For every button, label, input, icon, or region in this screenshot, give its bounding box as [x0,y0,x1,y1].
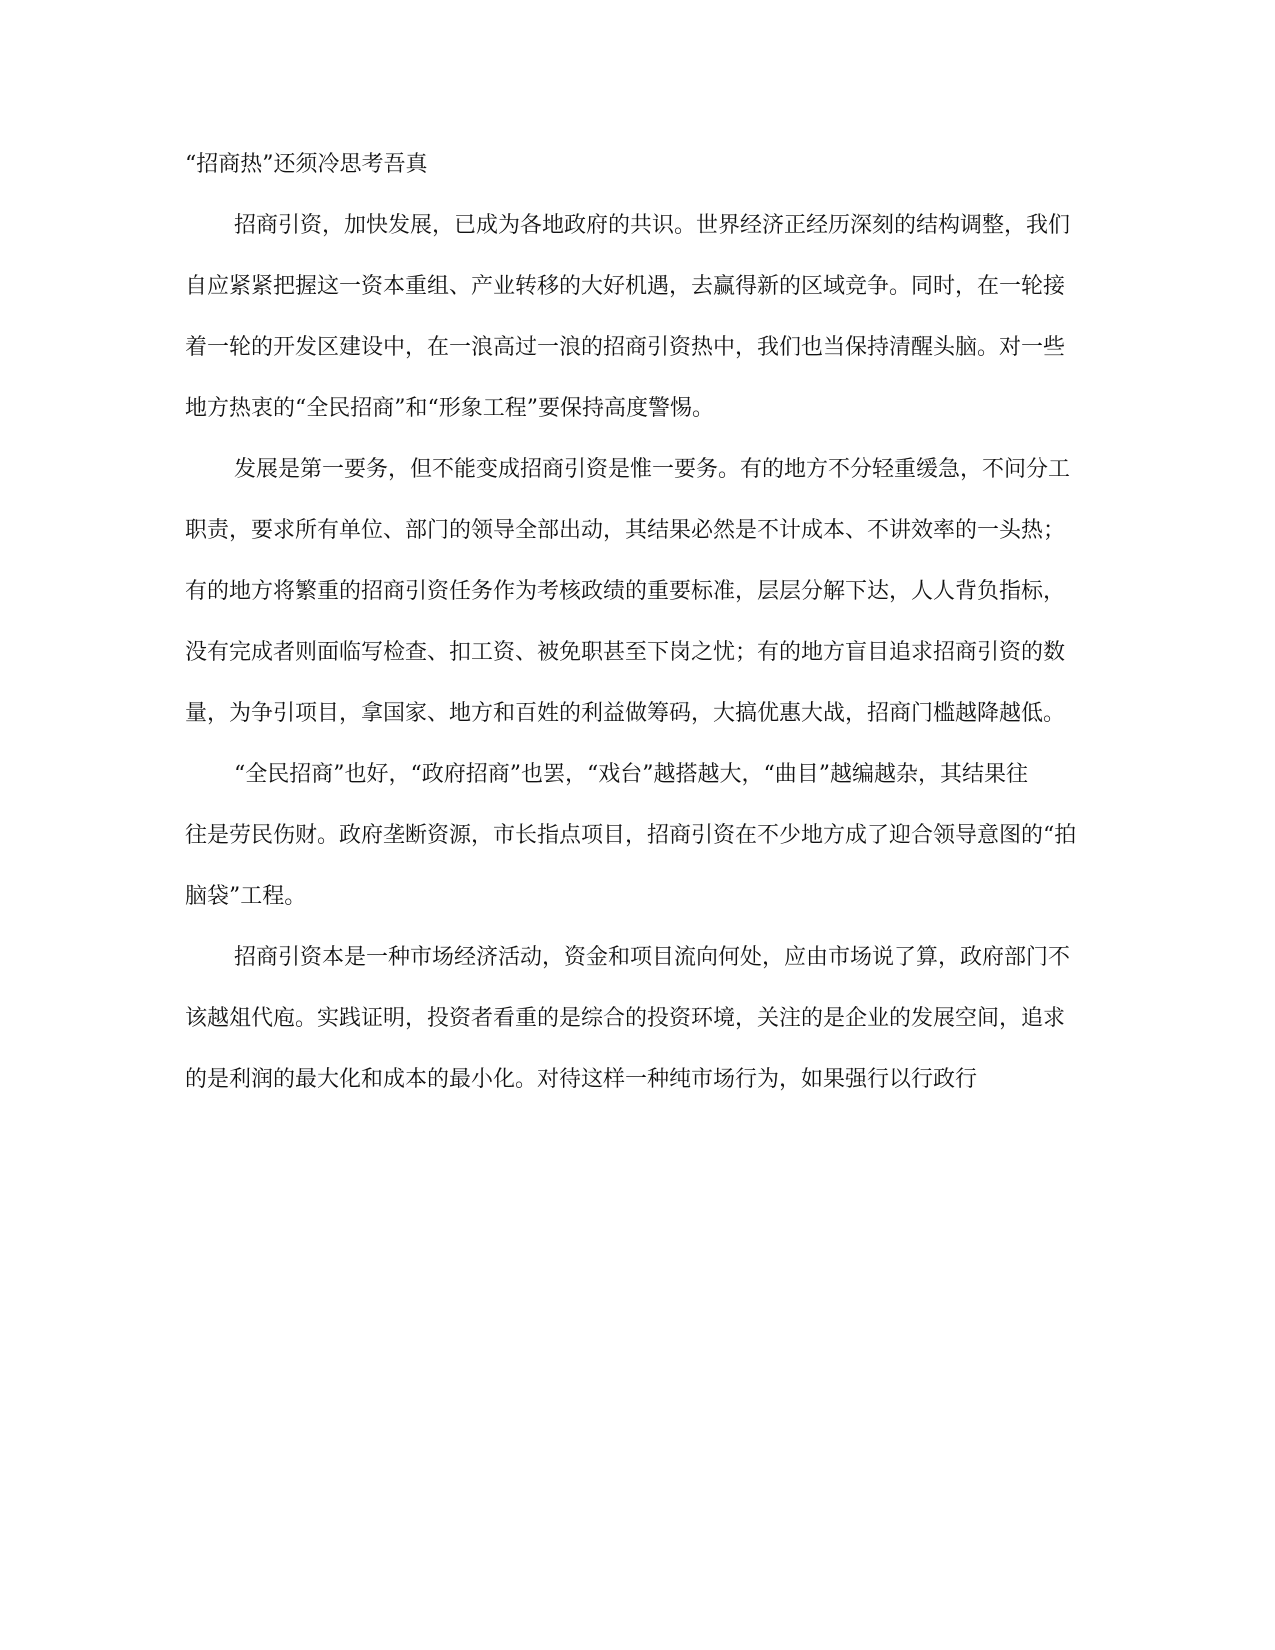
paragraph-line: 地方热衷的“全民招商”和“形象工程”要保持高度警惕。 [185,396,714,421]
paragraph-line: 招商引资本是一种市场经济活动，资金和项目流向何处，应由市场说了算，政府部门不 [234,945,1071,970]
document-title: “招商热”还须冷思考吾真 [185,152,428,177]
paragraph-line: 有的地方将繁重的招商引资任务作为考核政绩的重要标准，层层分解下达，人人背负指标， [185,579,1066,604]
paragraph-line: 的是利润的最大化和成本的最小化。对待这样一种纯市场行为，如果强行以行政行 [185,1067,978,1092]
paragraph-line: 脑袋”工程。 [185,884,307,909]
paragraph-line: 没有完成者则面临写检查、扣工资、被免职甚至下岗之忧；有的地方盲目追求招商引资的数 [185,640,1066,665]
paragraph-line: 着一轮的开发区建设中，在一浪高过一浪的招商引资热中，我们也当保持清醒头脑。对一些 [185,335,1066,360]
paragraph-line: 往是劳民伤财。政府垄断资源，市长指点项目，招商引资在不少地方成了迎合领导意图的“拍 [185,823,1077,848]
paragraph-line: 量，为争引项目，拿国家、地方和百姓的利益做筹码，大搞优惠大战，招商门槛越降越低。 [185,701,1066,726]
paragraph-line: “全民招商”也好，“政府招商”也罢，“戏台”越搭越大，“曲目”越编越杂，其结果往 [234,762,1028,787]
document-body [185,150,1085,1125]
paragraph-line: 该越俎代庖。实践证明，投资者看重的是综合的投资环境，关注的是企业的发展空间，追求 [185,1006,1066,1031]
paragraph-line: 自应紧紧把握这一资本重组、产业转移的大好机遇，去赢得新的区域竞争。同时，在一轮接 [185,274,1066,299]
paragraph-line: 发展是第一要务，但不能变成招商引资是惟一要务。有的地方不分轻重缓急，不问分工 [234,457,1071,482]
paragraph-line: 招商引资，加快发展，已成为各地政府的共识。世界经济正经历深刻的结构调整，我们 [234,213,1071,238]
paragraph-line: 职责，要求所有单位、部门的领导全部出动，其结果必然是不计成本、不讲效率的一头热； [185,518,1066,543]
